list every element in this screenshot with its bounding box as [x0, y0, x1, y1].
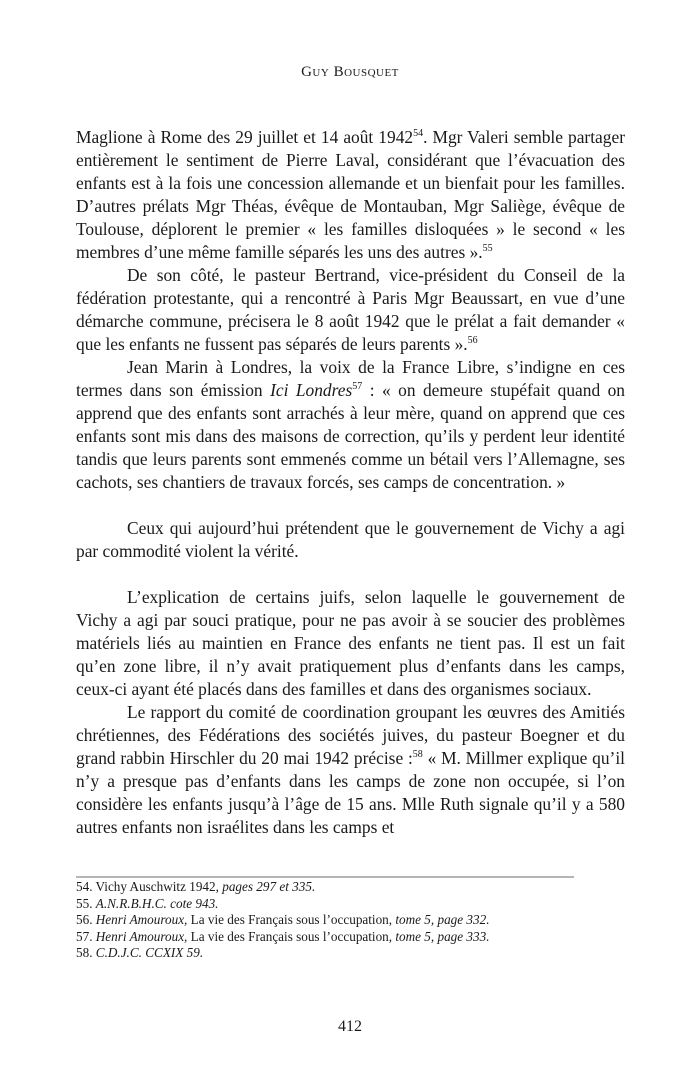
text-run: Le rapport du comité de coordination groupant les œuvres des Amitiés chrétiennes, des Fédérations des sociétés juives, du pasteur Boegner et du grand rabbin Hirschler du 20 mai 1942 précise :	[76, 702, 625, 768]
text-run: 57.	[76, 928, 96, 944]
footnote-rule	[76, 876, 574, 878]
paragraph	[76, 126, 625, 264]
body-text	[76, 126, 625, 839]
footnote	[76, 929, 636, 946]
text-run: Jean Marin à Londres, la voix de la France Libre, s’indigne en ces termes dans son émission	[76, 357, 625, 400]
italic-text: Henri Amouroux,	[95, 928, 188, 944]
italic-text: tome 5, page 332.	[395, 912, 490, 927]
text-run: « M. Millmer explique qu’il n’y a presque pas d’enfants dans les camps de zone non occupée, si l’on considère les enfants jusqu’à l’âge de 15 ans. Mlle Ruth signale qu’il y a 580 autres enfants non israélites dans les camps et	[76, 748, 625, 837]
paragraph	[76, 356, 625, 494]
italic-text: tome 5, page 333.	[395, 928, 490, 944]
text-run: L’explication de certains juifs, selon laquelle le gouvernement de Vichy a agi par souci pratique, pour ne pas avoir à se soucier des problèmes matériels liés au maintien en France des enfants ne tient pas. Il est un fait qu’en zone libre, il n’y avait pratiquement plus d’enfants dans les camps, ceux-ci ayant été placés dans des familles et dans des organismes sociaux.	[76, 587, 625, 699]
running-head: Guy Bousquet	[301, 64, 399, 80]
footnotes	[76, 879, 636, 962]
page-number: 412	[338, 1018, 362, 1035]
footnote-reference: 54	[413, 128, 424, 139]
text-run: La vie des Français sous l’occupation,	[187, 912, 396, 927]
italic-text: A.N.R.B.H.C. cote 943.	[95, 895, 219, 911]
paragraph	[76, 517, 625, 563]
text-run: De son côté, le pasteur Bertrand, vice-président du Conseil de la fédération protestante, qui a rencontré à Paris Mgr Beaussart, en vue d’une démarche commune, précisera le 8 août 1942 que le prélat a fait demander « que les enfants ne fussent pas séparés de leurs parents ».	[76, 265, 625, 354]
paragraph	[76, 264, 625, 356]
footnote-reference: 56	[467, 335, 478, 346]
text-run: 54. Vichy Auschwitz 1942,	[76, 879, 223, 894]
italic-text: Henri Amouroux,	[95, 912, 188, 927]
footnote	[76, 945, 636, 962]
text-run: 56.	[76, 912, 96, 927]
footnote-reference: 55	[482, 243, 493, 254]
text-run: 58.	[76, 945, 96, 960]
paragraph	[76, 586, 625, 701]
text-run: Maglione à Rome des 29 juillet et 14 août 1942	[76, 127, 414, 147]
footnote	[76, 879, 636, 896]
footnote	[76, 912, 636, 929]
text-run: La vie des Français sous l’occupation,	[187, 928, 396, 944]
text-run: Ceux qui aujourd’hui prétendent que le gouvernement de Vichy a agi par commodité violent la vérité.	[76, 518, 625, 561]
italic-text: Ici Londres	[270, 380, 353, 400]
footnote-reference: 58	[412, 749, 423, 760]
paragraph	[76, 701, 625, 839]
text-run: 55.	[76, 895, 96, 911]
italic-text: C.D.J.C. CCXIX 59.	[95, 945, 204, 960]
footnote	[76, 896, 636, 913]
text-run: . Mgr Valeri semble partager entièrement le sentiment de Pierre Laval, considérant que l’évacuation des enfants est à la fois une concession allemande et un bienfait pour les familles. D’autres prélats Mgr Théas, évêque de Montauban, Mgr Saliège, évêque de Toulouse, déplorent le premier « les familles disloquées » le second « les membres d’une même famille séparés les uns des autres ».	[76, 127, 625, 262]
text-run: : « on demeure stupéfait quand on apprend que des enfants sont arrachés à leur mère, quand on apprend que ces enfants sont mis dans des maisons de correction, qu’ils y perdent leur identité tandis que leurs parents sont emmenés comme un bétail vers l’Allemagne, ses cachots, ses chantiers de travaux forcés, ses camps de concentration. »	[76, 380, 625, 492]
italic-text: pages 297 et 335.	[222, 879, 316, 894]
footnote-reference: 57	[352, 381, 363, 392]
